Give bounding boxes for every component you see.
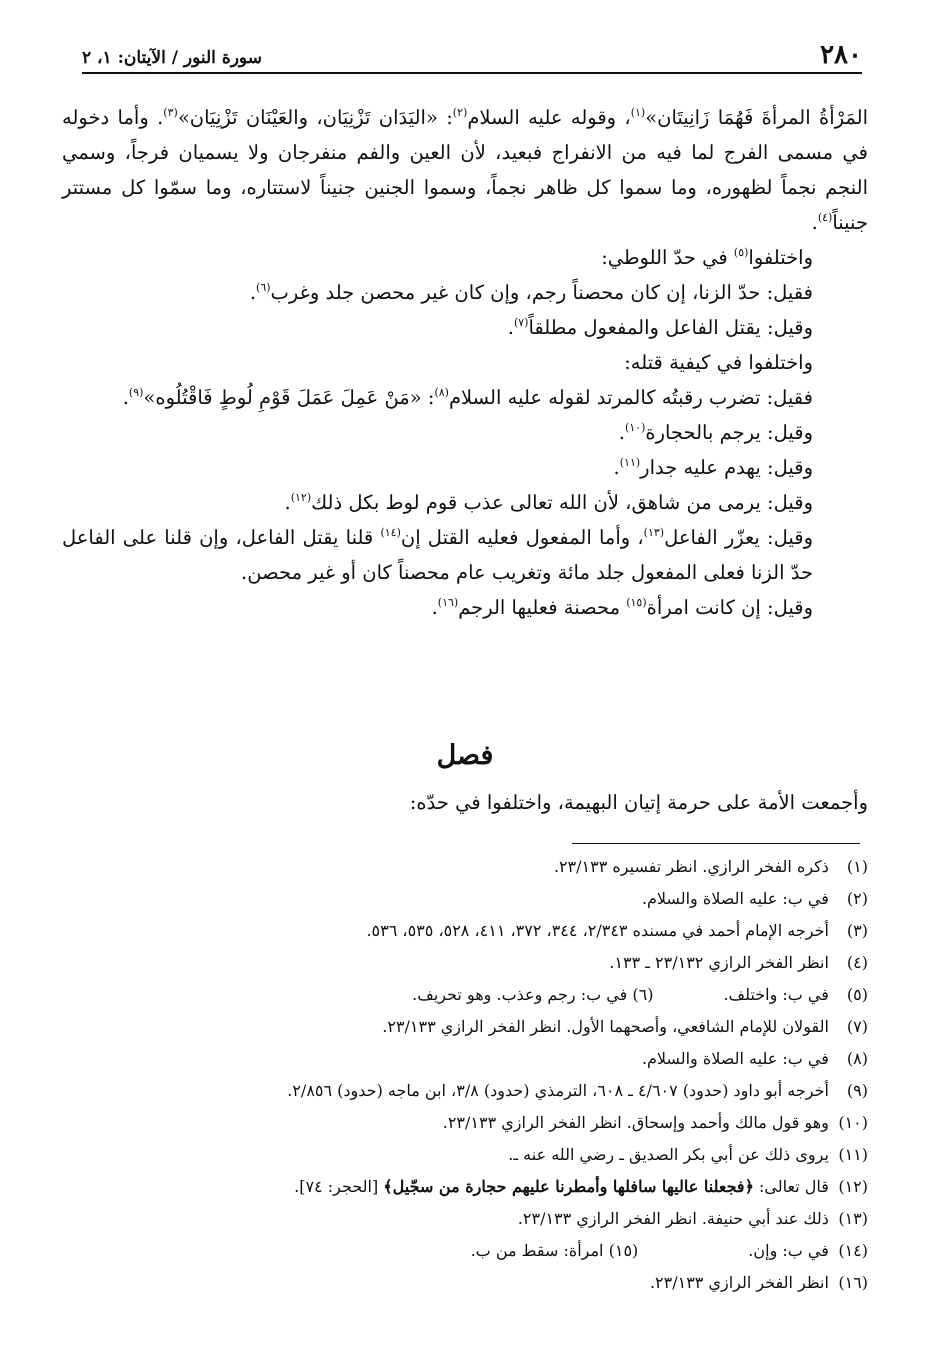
footnote-ref[interactable]: (١) (630, 106, 646, 119)
footnote-ref[interactable]: (٧) (513, 316, 529, 329)
footnote: (٤) انظر الفخر الرازي ٢٣/١٣٢ ـ ١٣٣. (60, 947, 868, 979)
footnote: (١٠) وهو قول مالك وأحمد وإسحاق. انظر الفخر الرازي ٢٣/١٣٣. (60, 1107, 868, 1139)
footnote: (٨) في ب: عليه الصلاة والسلام. (60, 1043, 868, 1075)
opinion-item: وقيل: يعزّر الفاعل$^{(١٣)}$، وأما المفعول فعليه القتل إن$^{(١٤)}$ قلنا يقتل الفاعل، وإن قلنا على الفاعل حدّ الزنا فعلى المفعول جلد مائة وتغريب عام محصناً كان أو غير محصن. (62, 526, 814, 584)
footnote: (١٢) قال تعالى: ﴿فجعلنا عاليها سافلها وأمطرنا عليهم حجارة من سجّيل﴾ [الحجر: ٧٤]. (60, 1171, 868, 1203)
main-text (62, 100, 868, 625)
footnote-number: (٦) (632, 985, 654, 1004)
footnote-ref[interactable]: (١٠) (624, 421, 646, 434)
footnote-ref[interactable]: (٣) (163, 106, 178, 119)
footnote: (٧) القولان للإمام الشافعي، وأصحهما الأول. انظر الفخر الرازي ٢٣/١٣٣. (60, 1011, 868, 1043)
footnote-ref[interactable]: (٦) (256, 281, 271, 294)
footnote-ref[interactable]: (١٤) (380, 526, 401, 539)
footnote-number: (١٦) (838, 1273, 868, 1292)
footnote-number: (١١) (838, 1145, 868, 1164)
footnote-pair: (٥) في ب: واختلف.(٦) في ب: رجم وعذب. وهو تحريف. (60, 979, 868, 1011)
footnote-number: (٢) (846, 889, 868, 908)
footnote-ref[interactable]: (١٣) (643, 526, 665, 539)
footnote-ref[interactable]: (١٢) (290, 491, 312, 504)
paragraph: واختلفوا$^{(٥)}$ في حدّ اللوطي: (601, 246, 813, 269)
opinion-item: وقيل: يرمى من شاهق، لأن الله تعالى عذب قوم لوط بكل ذلك$^{(١٢)}$. (284, 491, 813, 514)
footnote-number: (١) (846, 857, 868, 876)
footnote-number: (٤) (846, 953, 868, 972)
footnote-ref[interactable]: (١٦) (437, 596, 459, 609)
footnote-number: (٩) (846, 1081, 868, 1100)
footnote: (١) ذكره الفخر الرازي. انظر تفسيره ٢٣/١٣٣. (60, 851, 868, 883)
footnote: (٩) أخرجه أبو داود (حدود) ٤/٦٠٧ ـ ٦٠٨، الترمذي (حدود) ٣/٨، ابن ماجه (حدود) ٢/٨٥٦. (60, 1075, 868, 1107)
footnote-ref[interactable]: (٨) (434, 386, 449, 399)
section-heading: فصل (436, 740, 494, 771)
footnote-ref[interactable]: (٤) (817, 211, 833, 224)
footnote-divider (572, 843, 860, 844)
footnote-number: (٥) (846, 985, 868, 1004)
footnote-ref[interactable]: (٥) (733, 246, 749, 259)
footnote-ref[interactable]: (١٥) (626, 596, 647, 609)
opinion-item: وقيل: يهدم عليه جدار$^{(١١)}$. (613, 456, 813, 479)
footnote: (٣) أخرجه الإمام أحمد في مسنده ٢/٣٤٣، ٣٤٤، ٣٧٢، ٤١١، ٥٢٨، ٥٣٥، ٥٣٦. (60, 915, 868, 947)
footnote-number: (٣) (846, 921, 868, 940)
page-header (82, 38, 862, 74)
section-intro: وأجمعت الأمة على حرمة إتيان البهيمة، واختلفوا في حدّه: (409, 791, 868, 814)
footnote-number: (٨) (846, 1049, 868, 1068)
footnote-number: (١٤) (838, 1241, 868, 1260)
opinion-item: وقيل: إن كانت امرأة$^{(١٥)}$ محصنة فعليها الرجم$^{(١٦)}$. (431, 596, 813, 619)
footnote-ref[interactable]: (١١) (619, 456, 641, 469)
footnote: (١٦) انظر الفخر الرازي ٢٣/١٣٣. (60, 1267, 868, 1299)
footnote-number: (٧) (846, 1017, 868, 1036)
opinion-item: فقيل: حدّ الزنا، إن كان محصناً رجم، وإن كان غير محصن جلد وغرب$^{(٦)}$. (249, 281, 813, 304)
opinion-item: وقيل: يرجم بالحجارة$^{(١٠)}$. (618, 421, 813, 444)
quran-verse: ﴿فجعلنا عاليها سافلها وأمطرنا عليهم حجارة من سجّيل﴾ (383, 1177, 754, 1196)
opinion-item: فقيل: تضرب رقبتُه كالمرتد لقوله عليه السلام$^{(٨)}$: «مَنْ عَمِلَ عَمَلَ قَوْمِ لُوطٍ فَاقْتُلُوه»$^{(٩)}$. (122, 386, 813, 409)
paragraph: واختلفوا في كيفية قتله: (624, 351, 813, 374)
page-number: ٢٨٠ (820, 40, 862, 70)
footnote-number: (١٠) (838, 1113, 868, 1132)
footnote: (٢) في ب: عليه الصلاة والسلام. (60, 883, 868, 915)
footnote-ref[interactable]: (٩) (128, 386, 144, 399)
footnote-number: (١٥) (608, 1241, 639, 1260)
footnote-number: (١٣) (838, 1209, 868, 1228)
footnotes (60, 851, 868, 1299)
footnote-pair: (١٤) في ب: وإن.(١٥) امرأة: سقط من ب. (60, 1235, 868, 1267)
footnote: (١٣) ذلك عند أبي حنيفة. انظر الفخر الرازي ٢٣/١٣٣. (60, 1203, 868, 1235)
opinion-item: وقيل: يقتل الفاعل والمفعول مطلقاً$^{(٧)}$. (507, 316, 813, 339)
footnote-number: (١٢) (838, 1177, 868, 1196)
footnote: (١١) يروى ذلك عن أبي بكر الصديق ـ رضي الله عنه ـ. (60, 1139, 868, 1171)
paragraph: المَرْأةُ المرأةَ فَهُمَا زَانِيتَان»$^{(١)}$، وقوله عليه السلام$^{(٢)}$: «اليَدَان تَزْنِيَان، والعَيْنَان تَزْنِيَان»$^{(٣)}$. وأما دخوله في مسمى الفرج لما فيه من الانفراج فبعيد، لأن العين والفم منفرجان ولا يسميان فرجاً، وسمي النجم نجماً لظهوره، وما سموا كل ظاهر نجماً، وسموا الجنين جنيناً لاستتاره، وما سمّوا كل مستتر جنيناً$^{(٤)}$. (62, 106, 869, 234)
footnote-ref[interactable]: (٢) (452, 106, 468, 119)
running-title: سورة النور / الآيتان: ١، ٢ (82, 48, 262, 68)
